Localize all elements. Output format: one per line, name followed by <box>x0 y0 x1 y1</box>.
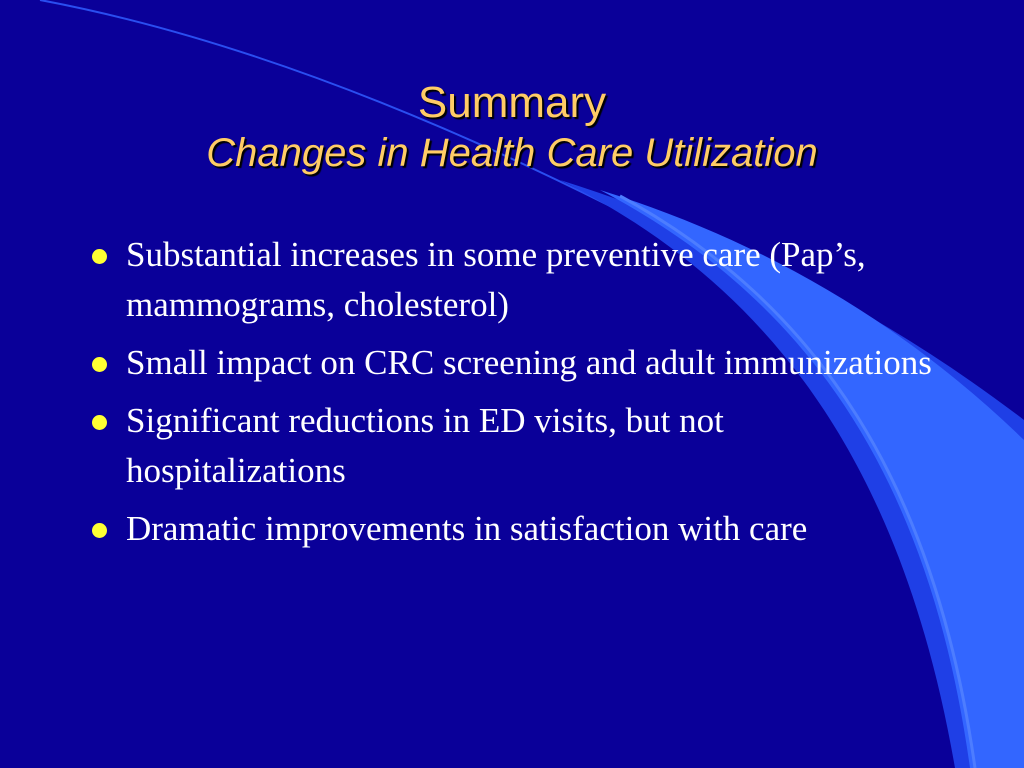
title-block <box>0 76 1024 176</box>
slide-subtitle: Changes in Health Care Utilization <box>206 131 818 175</box>
bullet-text: Dramatic improvements in satisfaction with care <box>126 509 808 548</box>
bullet-circle-icon <box>92 415 107 430</box>
bullet-item <box>90 338 940 388</box>
bullet-text: Significant reductions in ED visits, but not hospitalizations <box>126 401 724 490</box>
bullet-item <box>90 396 940 496</box>
bullet-text: Substantial increases in some preventive care (Pap’s, mammograms, cholesterol) <box>126 235 866 324</box>
bullet-text: Small impact on CRC screening and adult immunizations <box>126 343 932 382</box>
bullet-circle-icon <box>92 249 107 264</box>
bullet-item <box>90 504 940 554</box>
slide-title: Summary <box>417 78 607 127</box>
bullet-circle-icon <box>92 357 107 372</box>
bullet-item <box>90 230 940 330</box>
bullet-list <box>90 230 940 562</box>
bullet-circle-icon <box>92 523 107 538</box>
